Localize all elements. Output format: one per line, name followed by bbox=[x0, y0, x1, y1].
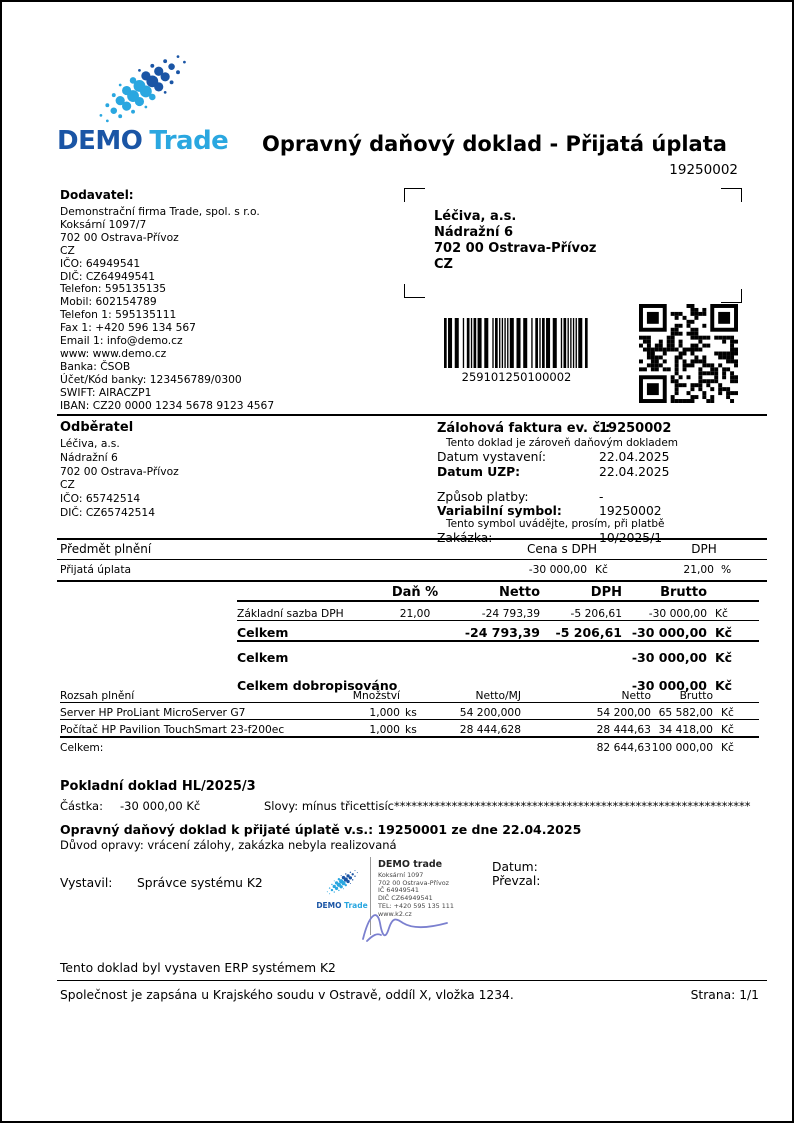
supplier-line: IČO: 64949541 bbox=[60, 256, 141, 270]
vat-header-dph: DPH bbox=[540, 583, 622, 601]
vat-total-label: Celkem bbox=[237, 621, 375, 642]
customer-line: 702 00 Ostrava-Přívoz bbox=[60, 464, 179, 478]
scope-total-label: Celkem: bbox=[60, 741, 104, 754]
subject-row-amount: -30 000,00 bbox=[528, 563, 587, 576]
recipient-address-line: 702 00 Ostrava-Přívoz bbox=[434, 241, 597, 256]
vat-header-netto: Netto bbox=[455, 583, 540, 601]
received-by-label: Převzal: bbox=[492, 874, 541, 888]
crop-mark-top-left bbox=[404, 188, 425, 202]
stamp-logo-trade: Trade bbox=[344, 901, 368, 910]
recipient-address-line: Léčiva, a.s. bbox=[434, 209, 517, 224]
scope-total-brutto: 100 000,00 bbox=[651, 741, 713, 754]
supplier-line: Koksární 1097/7 bbox=[60, 217, 147, 231]
invoice-number-label: Zálohová faktura ev. č.: bbox=[437, 421, 611, 436]
vat-header-brutto: Brutto bbox=[622, 583, 707, 601]
customer-line: Nádražní 6 bbox=[60, 450, 118, 464]
table-row bbox=[237, 621, 759, 642]
divider bbox=[57, 538, 767, 540]
variable-symbol-value: 19250002 bbox=[599, 503, 662, 518]
customer-line: IČO: 65742514 bbox=[60, 492, 141, 506]
payment-method-label: Způsob platby: bbox=[437, 490, 529, 504]
vat-row-netto: -24 793,39 bbox=[455, 601, 540, 621]
table-row bbox=[60, 720, 759, 738]
supplier-line: 702 00 Ostrava-Přívoz bbox=[60, 230, 179, 244]
table-row bbox=[237, 641, 759, 665]
issue-date-label: Datum vystavení: bbox=[437, 450, 547, 464]
item-name: Server HP ProLiant MicroServer G7 bbox=[60, 703, 350, 720]
stamp-line: IČ 64949541 bbox=[378, 886, 419, 895]
item-netto-mj: 28 444,628 bbox=[426, 720, 521, 738]
erp-note: Tento doklad byl vystaven ERP systémem K2 bbox=[60, 961, 336, 975]
item-name: Počítač HP Pavilion TouchSmart 23-f200ec bbox=[60, 720, 350, 738]
registration-note: Společnost je zapsána u Krajského soudu v Ostravě, oddíl X, vložka 1234. bbox=[60, 988, 514, 1002]
customer-line: DIČ: CZ65742514 bbox=[60, 505, 156, 519]
barcode-value: 259101250100002 bbox=[461, 370, 572, 384]
invoice-meta bbox=[437, 421, 762, 545]
item-currency: Kč bbox=[713, 720, 759, 738]
cash-document-title: Pokladní doklad HL/2025/3 bbox=[60, 779, 256, 794]
supplier-line: www: www.demo.cz bbox=[60, 346, 167, 360]
logo-text-trade: Trade bbox=[149, 126, 229, 156]
item-brutto: 65 582,00 bbox=[651, 703, 713, 720]
grand-total-currency: Kč bbox=[715, 650, 733, 665]
scope-header-qty: Množství bbox=[350, 686, 400, 703]
vat-row-rate: 21,00 bbox=[375, 601, 455, 621]
divider bbox=[57, 559, 767, 560]
stamp-line: TEL: +420 595 135 111 bbox=[378, 901, 454, 910]
credited-total-label: Celkem dobropisováno bbox=[237, 678, 398, 693]
stamp-line: Koksární 1097 bbox=[378, 871, 424, 879]
supplier-block bbox=[60, 188, 274, 413]
signature-scribble bbox=[357, 907, 457, 947]
supplier-line: Mobil: 602154789 bbox=[60, 295, 157, 309]
item-unit: ks bbox=[400, 720, 426, 738]
supplier-line: Telefon 1: 595135111 bbox=[60, 308, 177, 322]
subject-row-name: Přijatá úplata bbox=[60, 563, 132, 576]
credited-total-brutto: -30 000,00 bbox=[631, 678, 707, 693]
grand-total-label: Celkem bbox=[237, 650, 289, 665]
recipient-address bbox=[434, 209, 596, 273]
vat-row-label: Základní sazba DPH bbox=[237, 601, 375, 621]
subject-header-name: Předmět plnění bbox=[60, 542, 152, 556]
divider bbox=[57, 580, 767, 582]
item-netto-mj: 54 200,000 bbox=[426, 703, 521, 720]
crop-mark-bottom-right bbox=[721, 289, 742, 303]
company-logo-dots-icon bbox=[64, 52, 214, 130]
stamp-logo-dots-icon bbox=[320, 869, 362, 897]
stamp-company-name: DEMO trade bbox=[378, 859, 443, 870]
credited-total-currency: Kč bbox=[715, 678, 733, 693]
logo-text-demo: DEMO bbox=[57, 126, 143, 156]
subject-row-currency: Kč bbox=[595, 563, 608, 576]
barcode bbox=[444, 318, 589, 384]
date-label: Datum: bbox=[492, 860, 538, 874]
scope-header-netto-mj: Netto/MJ bbox=[426, 686, 521, 703]
vat-row-dph: -5 206,61 bbox=[540, 601, 622, 621]
supplier-line: Demonstrační firma Trade, spol. s r.o. bbox=[60, 205, 260, 218]
subject-row-percent: % bbox=[721, 563, 732, 576]
amount-label: Částka: bbox=[60, 799, 103, 813]
uzp-date-value: 22.04.2025 bbox=[599, 464, 670, 479]
supplier-line: IBAN: CZ20 0000 1234 5678 9123 4567 bbox=[60, 398, 275, 412]
table-row bbox=[237, 601, 759, 621]
supplier-line: Fax 1: +420 596 134 567 bbox=[60, 321, 196, 335]
item-brutto: 34 418,00 bbox=[651, 720, 713, 738]
subject-header-vat: DPH bbox=[691, 542, 717, 556]
vat-header-rate: Daň % bbox=[375, 583, 455, 601]
vat-row-brutto: -30 000,00 bbox=[622, 601, 707, 621]
customer-block bbox=[60, 420, 179, 520]
supplier-line: Telefon: 595135135 bbox=[60, 282, 167, 296]
supplier-line: CZ bbox=[60, 243, 75, 257]
qr-code-icon bbox=[639, 304, 738, 403]
supplier-line: Účet/Kód banky: 123456789/0300 bbox=[60, 372, 242, 386]
variable-symbol-label: Variabilní symbol: bbox=[437, 503, 562, 518]
subject-row-vat-rate: 21,00 bbox=[683, 563, 714, 576]
amount-in-words: Slovy: mínus třicettisíc************************************************************** bbox=[264, 799, 751, 813]
vat-row-currency: Kč bbox=[707, 601, 759, 621]
scope-header-name: Rozsah plnění bbox=[60, 686, 350, 703]
subject-header-price: Cena s DPH bbox=[526, 542, 598, 556]
issued-by-value: Správce systému K2 bbox=[137, 876, 263, 890]
supplier-line: Banka: ČSOB bbox=[60, 359, 131, 373]
scope-table-header-row bbox=[60, 686, 759, 703]
correction-title: Opravný daňový doklad k přijaté úplatě v.s.: 19250001 ze dne 22.04.2025 bbox=[60, 822, 582, 837]
page-number: Strana: 1/1 bbox=[690, 988, 759, 1002]
variable-symbol-note: Tento symbol uvádějte, prosím, při platbě bbox=[446, 518, 665, 530]
recipient-address-line: Nádražní 6 bbox=[434, 225, 513, 240]
vat-total-currency: Kč bbox=[707, 621, 759, 642]
vat-summary-table bbox=[237, 583, 759, 693]
scope-total-netto: 82 644,63 bbox=[596, 741, 651, 754]
supplier-line: DIČ: CZ64949541 bbox=[60, 269, 156, 283]
scope-of-supply-table bbox=[60, 686, 759, 754]
payment-method-value: - bbox=[599, 490, 604, 504]
issued-by-label: Vystavil: bbox=[60, 876, 113, 890]
document-title: Opravný daňový doklad - Přijatá úplata bbox=[262, 132, 727, 156]
item-netto: 28 444,63 bbox=[521, 720, 651, 738]
scope-header-netto: Netto bbox=[521, 686, 651, 703]
invoice-number-value: 19250002 bbox=[599, 421, 672, 436]
issue-date-value: 22.04.2025 bbox=[599, 450, 670, 464]
crop-mark-bottom-left bbox=[404, 284, 425, 298]
crop-mark-top-right bbox=[721, 188, 742, 202]
divider bbox=[57, 980, 767, 981]
vat-total-dph: -5 206,61 bbox=[540, 621, 622, 642]
table-row bbox=[60, 703, 759, 720]
supplier-line: Email 1: info@demo.cz bbox=[60, 334, 183, 348]
item-qty: 1,000 bbox=[350, 703, 400, 720]
company-stamp bbox=[314, 857, 484, 947]
item-qty: 1,000 bbox=[350, 720, 400, 738]
barcode-bars-icon bbox=[444, 318, 589, 368]
divider bbox=[57, 414, 767, 416]
grand-total-brutto: -30 000,00 bbox=[631, 650, 707, 665]
scope-header-brutto: Brutto bbox=[651, 686, 713, 703]
customer-label: Odběratel bbox=[60, 420, 134, 435]
stamp-line: DIČ CZ64949541 bbox=[378, 894, 433, 903]
correction-reason: Důvod opravy: vrácení zálohy, zakázka nebyla realizovaná bbox=[60, 838, 397, 852]
company-logo-text bbox=[57, 126, 228, 156]
invoice-note: Tento doklad je zároveň daňovým dokladem bbox=[446, 437, 679, 449]
supplier-label: Dodavatel: bbox=[60, 188, 134, 202]
table-row bbox=[60, 737, 759, 754]
supplier-line: SWIFT: AIRACZP1 bbox=[60, 385, 152, 399]
scope-total-currency: Kč bbox=[721, 741, 734, 754]
document-number: 19250002 bbox=[669, 162, 738, 178]
item-currency: Kč bbox=[713, 703, 759, 720]
vat-table-header-row bbox=[237, 583, 759, 601]
vat-total-brutto: -30 000,00 bbox=[622, 621, 707, 642]
customer-line: Léčiva, a.s. bbox=[60, 437, 120, 450]
item-unit: ks bbox=[400, 703, 426, 720]
customer-line: CZ bbox=[60, 478, 75, 492]
stamp-line: 702 00 Ostrava-Přívoz bbox=[378, 878, 449, 887]
recipient-address-line: CZ bbox=[434, 257, 453, 272]
amount-value: -30 000,00 Kč bbox=[120, 799, 201, 813]
item-netto: 54 200,00 bbox=[521, 703, 651, 720]
vat-total-netto: -24 793,39 bbox=[455, 621, 540, 642]
stamp-line: www.k2.cz bbox=[378, 909, 412, 918]
uzp-date-label: Datum UZP: bbox=[437, 464, 521, 479]
stamp-logo-demo: DEMO bbox=[316, 901, 342, 910]
